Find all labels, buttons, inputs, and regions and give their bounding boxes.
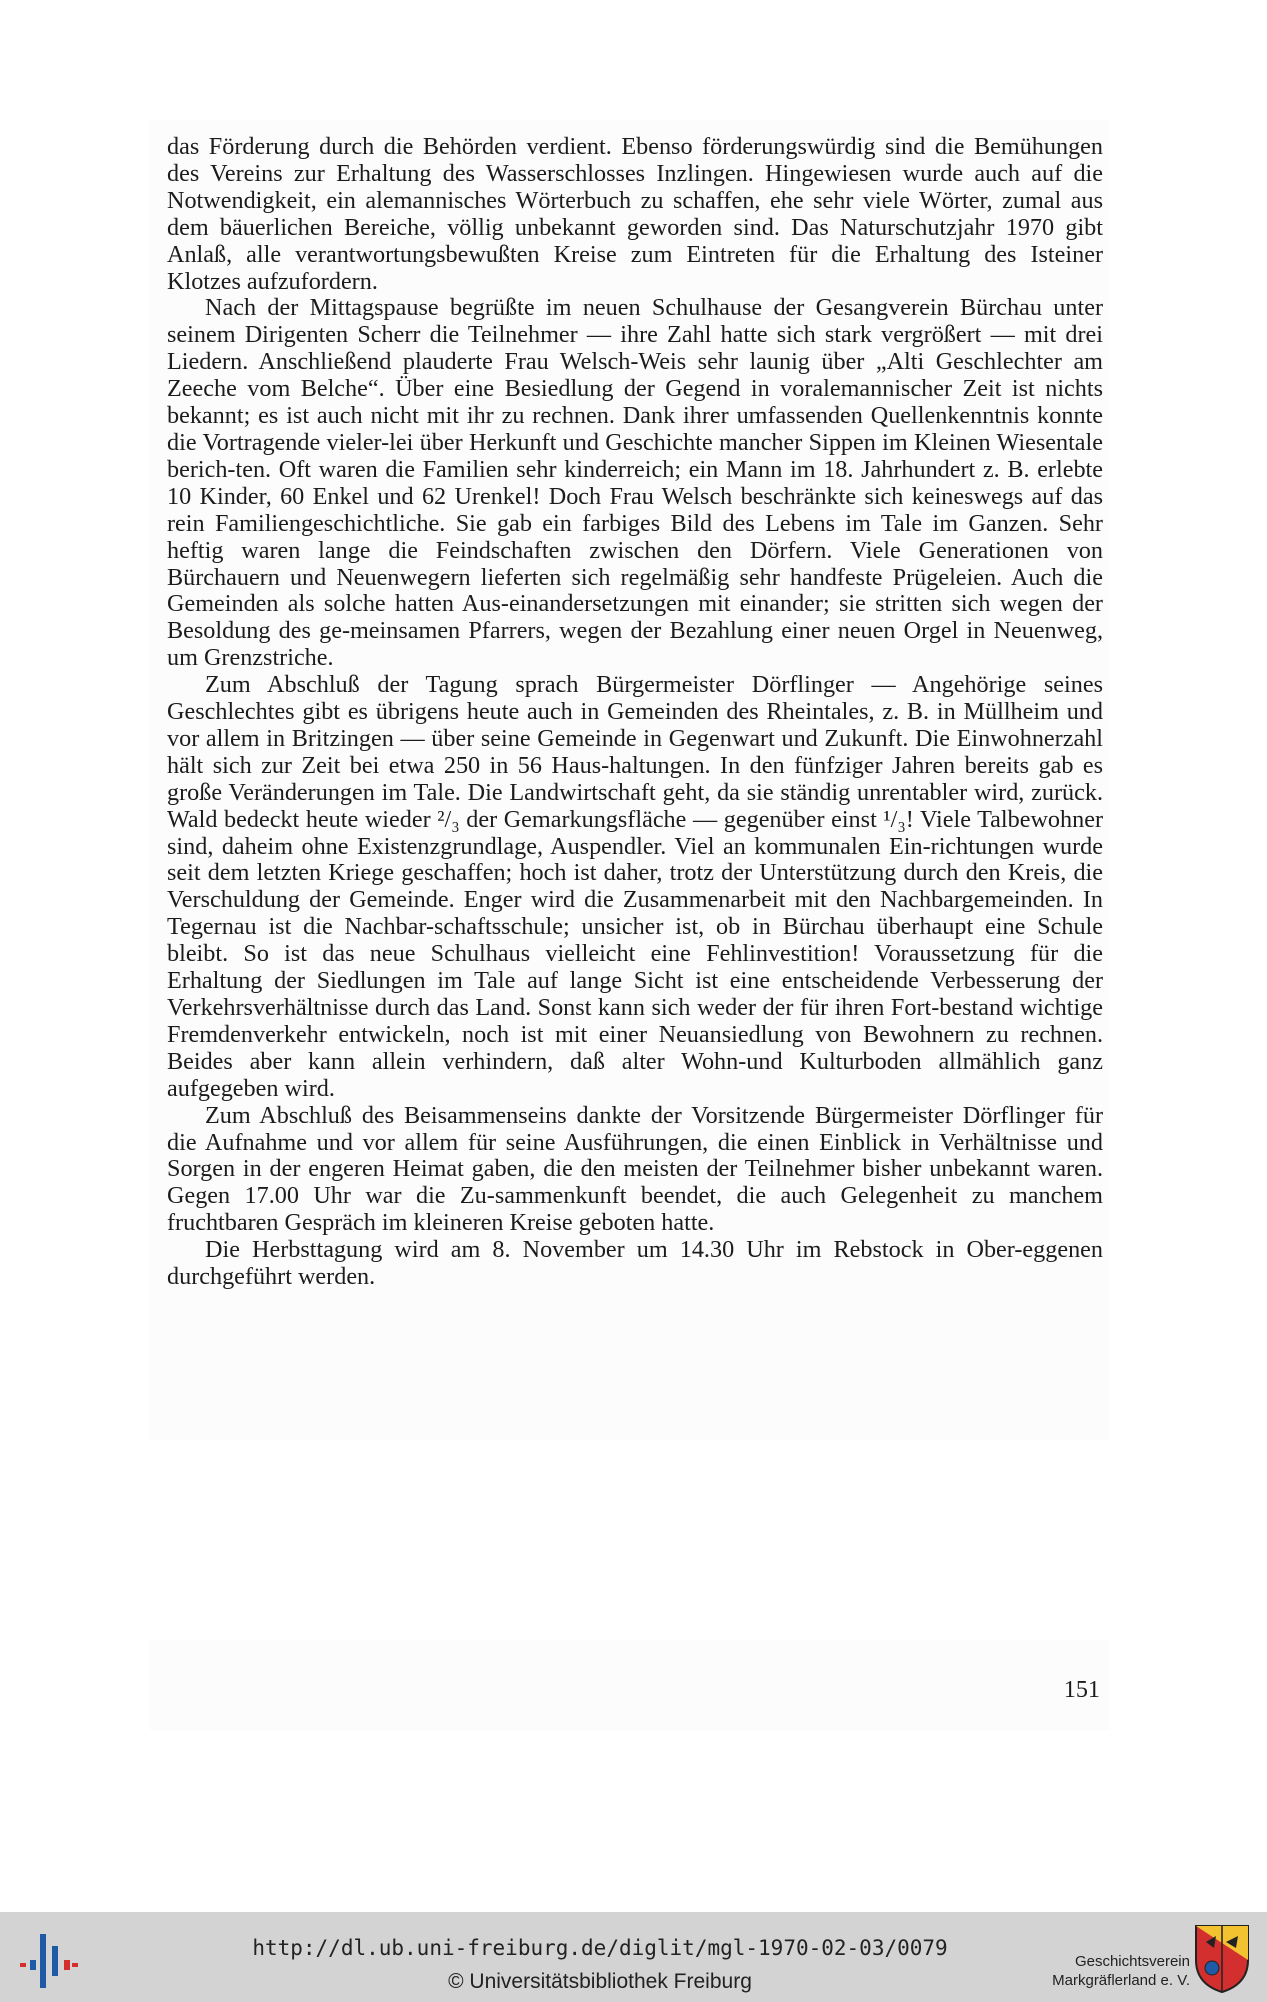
page-number: 151 [1063, 1676, 1100, 1703]
ub-freiburg-logo-icon[interactable] [20, 1932, 78, 1990]
paragraph: das Förderung durch die Behörden verdient. Ebenso förderungswürdig sind die Bemühungen des Vereins zur Erhaltung des Wasserschlosses Inzlingen. Hingewiesen wurde auch auf die Notwendigkeit, ein alemannisches Wörterbuch zu schaffen, ehe sehr viele Wörter, zumal aus dem bäuerlichen Bereiche, völlig unbekannt geworden sind. Das Naturschutzjahr 1970 gibt Anlaß, alle verantwortungsbewußten Kreise zum Eintreten für die Erhaltung des Isteiner Klotzes aufzufordern. [167, 133, 1103, 295]
society-line: Markgräflerland e. V. [1052, 1972, 1190, 1989]
scan-shade [150, 1640, 1110, 1730]
copyright-text: © Universitätsbibliothek Freiburg [448, 1970, 752, 1993]
paragraph: Zum Abschluß der Tagung sprach Bürgermeister Dörflinger — Angehörige seines Geschlechtes gibt es übrigens heute auch in Gemeinden des Rheintales, z. B. in Müllheim und vor allem in Britzingen — über seine Gemeinde in Gegenwart und Zukunft. Die Einwohnerzahl hält sich zur Zeit bei etwa 250 in 56 Haus-haltungen. In den fünfziger Jahren bereits gab es große Veränderungen im Tale. Die Landwirtschaft geht, da sie ständig unrentabler wird, zurück. Wald bedeckt heute wieder ²/₃ der Gemarkungsfläche — gegenüber einst ¹/₃! Viele Talbewohner sind, daheim ohne Existenzgrundlage, Auspendler. Viel an kommunalen Ein-richtungen wurde seit dem letzten Kriege geschaffen; hoch ist daher, trotz der Unterstützung durch den Kreis, die Verschuldung der Gemeinde. Enger wird die Zusammenarbeit mit den Nachbargemeinden. In Tegernau ist die Nachbar-schaftsschule; unsicher ist, ob in Bürchau überhaupt eine Schule bleibt. So ist das neue Schulhaus vielleicht eine Fehlinvestition! Voraussetzung für die Erhaltung der Siedlungen im Tale auf lange Sicht ist eine entscheidende Verbesserung der Verkehrsverhältnisse durch das Land. Sonst kann sich weder der für ihren Fort-bestand wichtige Fremdenverkehr entwickeln, noch ist mit einer Neuansiedlung von Bewohnern zu rechnen. Beides aber kann allein verhindern, daß alter Wohn-und Kulturboden allmählich ganz aufgegeben wird. [167, 671, 1103, 1102]
society-name [990, 1952, 1190, 1990]
permalink-url[interactable]: http://dl.ub.uni-freiburg.de/diglit/mgl-1970-02-03/0079 [252, 1936, 948, 1960]
paragraph: Zum Abschluß des Beisammenseins dankte der Vorsitzende Bürgermeister Dörflinger für die Aufnahme und vor allem für seine Ausführungen, die einen Einblick in Verhältnisse und Sorgen in der engeren Heimat gaben, die den meisten der Teilnehmer bisher unbekannt waren. Gegen 17.00 Uhr war die Zu-sammenkunft beendet, die auch Gelegenheit zu manchem fruchtbaren Gespräch im kleineren Kreise geboten hatte. [167, 1101, 1103, 1237]
paragraph: Die Herbsttagung wird am 8. November um 14.30 Uhr im Rebstock in Ober-eggenen durchgeführt werden. [167, 1236, 1103, 1291]
footer-bar [0, 1912, 1267, 2002]
article-body [167, 134, 1103, 1291]
society-line: Geschichtsverein [1074, 1953, 1190, 1970]
paragraph: Nach der Mittagspause begrüßte im neuen Schulhause der Gesangverein Bürchau unter seinem Dirigenten Scherr die Teilnehmer — ihre Zahl hatte sich stark vergrößert — mit drei Liedern. Anschließend plauderte Frau Welsch-Weis sehr launig über „Alti Geschlechter am Zeeche vom Belche“. Über eine Besiedlung der Gegend in voralemannischer Zeit ist nichts bekannt; es ist auch nicht mit ihr zu rechnen. Dank ihrer umfassenden Quellenkenntnis konnte die Vortragende vieler-lei über Herkunft und Geschichte mancher Sippen im Kleinen Wiesentale berich-ten. Oft waren die Familien sehr kinderreich; ein Mann im 18. Jahrhundert z. B. erlebte 10 Kinder, 60 Enkel und 62 Urenkel! Doch Frau Welsch beschränkte sich keineswegs auf das rein Familiengeschichtliche. Sie gab ein farbiges Bild des Lebens im Tale im Ganzen. Sehr heftig waren lange die Feindschaften zwischen den Dörfern. Viele Generationen von Bürchauern und Neuenwegern lieferten sich regelmäßig sehr handfeste Prügeleien. Auch die Gemeinden als solche hatten Aus-einandersetzungen mit einander; sie stritten sich wegen der Besoldung des ge-meinsamen Pfarrers, wegen der Bezahlung einer neuen Orgel in Neuenweg, um Grenzstriche. [167, 294, 1103, 672]
coat-of-arms-icon[interactable] [1192, 1922, 1252, 1994]
